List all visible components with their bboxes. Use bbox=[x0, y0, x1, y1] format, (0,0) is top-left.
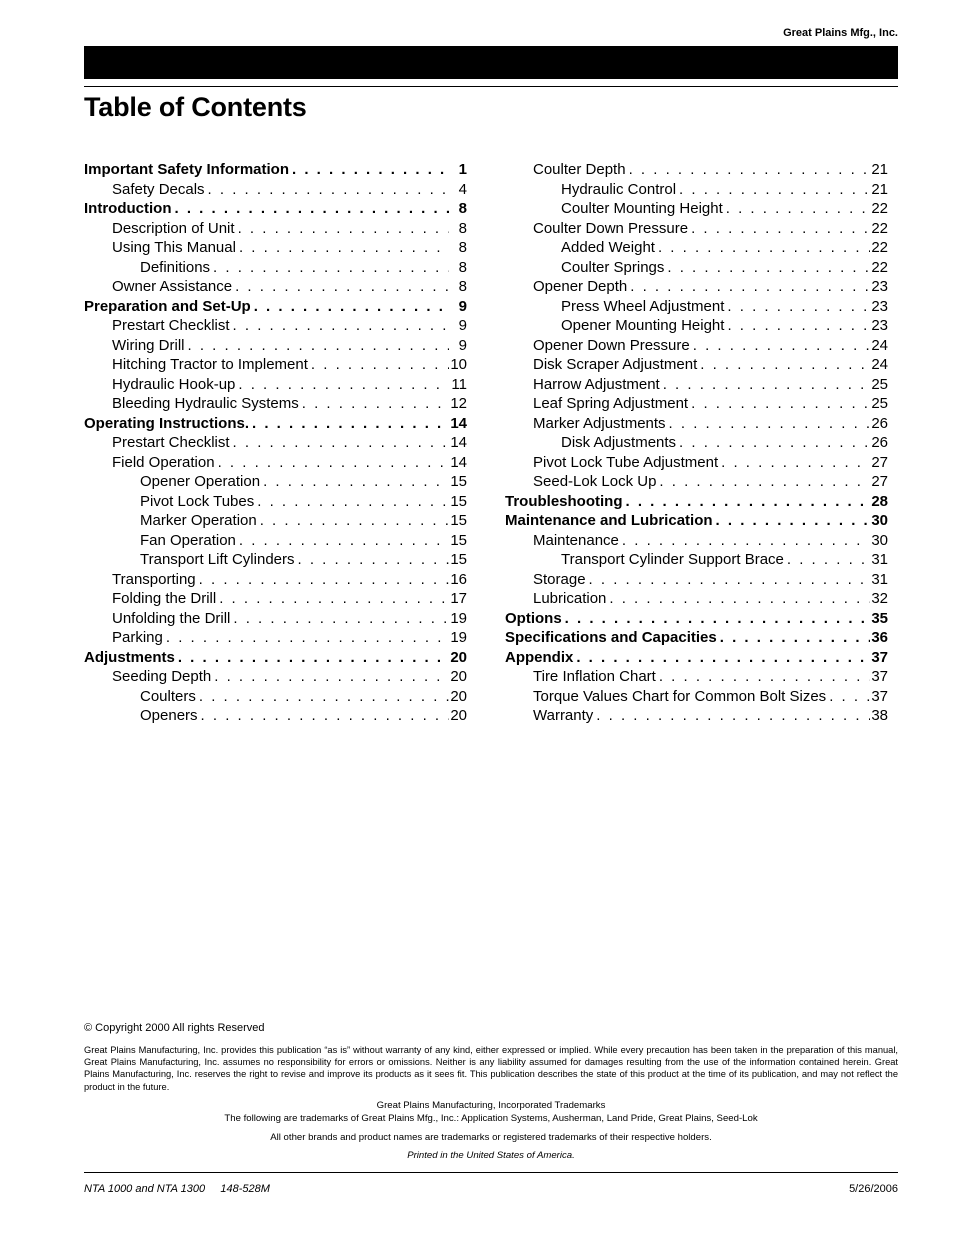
toc-leader-dots bbox=[235, 375, 449, 395]
toc-entry-page: 23 bbox=[871, 297, 888, 315]
toc-entry[interactable] bbox=[505, 297, 888, 317]
toc-entry-label: Operating Instructions. bbox=[84, 414, 250, 432]
toc-entry[interactable] bbox=[84, 472, 467, 492]
toc-entry[interactable] bbox=[505, 628, 888, 648]
toc-entry-page: 15 bbox=[450, 531, 467, 549]
toc-left-column bbox=[84, 160, 467, 726]
toc-entry[interactable] bbox=[505, 258, 888, 278]
toc-entry[interactable] bbox=[84, 609, 467, 629]
toc-entry-label: Appendix bbox=[505, 648, 574, 666]
toc-entry-page: 31 bbox=[871, 570, 888, 588]
toc-leader-dots bbox=[236, 531, 449, 551]
toc-leader-dots bbox=[230, 609, 449, 629]
toc-entry-label: Specifications and Capacities bbox=[505, 629, 717, 646]
toc-leader-dots bbox=[232, 277, 449, 297]
toc-entry-label: Coulter Depth bbox=[533, 161, 626, 178]
toc-entry-label: Warranty bbox=[533, 707, 594, 724]
toc-leader-dots bbox=[260, 472, 449, 492]
toc-entry-label: Unfolding the Drill bbox=[112, 609, 231, 627]
toc-entry-page: 22 bbox=[871, 239, 888, 256]
company-name: Great Plains Mfg., Inc. bbox=[783, 27, 898, 39]
toc-entry-page: 14 bbox=[450, 453, 467, 471]
toc-entry[interactable] bbox=[84, 297, 467, 317]
toc-leader-dots bbox=[175, 648, 449, 668]
toc-entry-label: Hitching Tractor to Implement bbox=[112, 356, 308, 373]
toc-entry-page: 21 bbox=[871, 161, 888, 178]
toc-entry-page: 14 bbox=[450, 414, 467, 432]
toc-entry-page: 9 bbox=[458, 336, 467, 354]
toc-entry[interactable] bbox=[84, 394, 467, 414]
toc-leader-dots bbox=[236, 238, 449, 258]
toc-entry-label: Marker Operation bbox=[140, 512, 257, 529]
toc-entry-page: 37 bbox=[871, 648, 888, 666]
toc-leader-dots bbox=[211, 667, 449, 687]
toc-entry[interactable] bbox=[505, 687, 888, 707]
toc-entry-label: Torque Values Chart for Common Bolt Sizes bbox=[533, 687, 827, 705]
toc-leader-dots bbox=[660, 375, 870, 395]
toc-entry-label: Disk Scraper Adjustment bbox=[533, 356, 698, 373]
toc-entry-page: 16 bbox=[450, 570, 467, 588]
toc-leader-dots bbox=[215, 453, 449, 473]
toc-entry-label: Added Weight bbox=[561, 239, 655, 256]
toc-entry-page: 37 bbox=[871, 687, 888, 705]
toc-entry-label: Transport Lift Cylinders bbox=[140, 551, 295, 568]
toc-entry-page: 4 bbox=[458, 180, 467, 198]
toc-entry-page: 32 bbox=[871, 590, 888, 607]
toc-entry[interactable] bbox=[505, 336, 888, 356]
trademarks-title: Great Plains Manufacturing, Incorporated Trademarks bbox=[376, 1100, 606, 1111]
toc-entry-page: 25 bbox=[871, 375, 888, 393]
toc-leader-dots bbox=[688, 219, 870, 239]
toc-leader-dots bbox=[230, 316, 449, 336]
toc-entry[interactable] bbox=[505, 180, 888, 200]
toc-entry-label: Coulter Mounting Height bbox=[561, 200, 723, 217]
toc-entry-page: 15 bbox=[450, 473, 467, 490]
toc-leader-dots bbox=[230, 433, 449, 453]
toc-leader-dots bbox=[676, 433, 870, 453]
toc-entry[interactable] bbox=[84, 414, 467, 434]
toc-entry[interactable] bbox=[84, 238, 467, 258]
toc-leader-dots bbox=[308, 355, 449, 375]
toc-entry[interactable] bbox=[505, 160, 888, 180]
toc-entry[interactable] bbox=[505, 394, 888, 414]
toc-entry[interactable] bbox=[505, 472, 888, 492]
toc-leader-dots bbox=[688, 394, 870, 414]
toc-entry-label: Coulter Springs bbox=[561, 258, 665, 276]
toc-leader-dots bbox=[562, 609, 870, 629]
toc-leader-dots bbox=[656, 472, 870, 492]
toc-entry[interactable] bbox=[84, 667, 467, 687]
toc-leader-dots bbox=[627, 277, 870, 297]
toc-entry-label: Transport Cylinder Support Brace bbox=[561, 551, 784, 568]
toc-leader-dots bbox=[185, 336, 450, 356]
toc-entry-page: 19 bbox=[450, 609, 467, 627]
toc-leader-dots bbox=[196, 687, 449, 707]
toc-entry-page: 11 bbox=[451, 375, 467, 393]
toc-entry-page: 28 bbox=[871, 492, 888, 510]
toc-right-column bbox=[505, 160, 888, 726]
toc-entry[interactable] bbox=[84, 277, 467, 297]
toc-entry-label: Definitions bbox=[140, 258, 211, 276]
toc-entry-label: Hydraulic Hook-up bbox=[112, 375, 236, 393]
toc-entry-label: Coulters bbox=[140, 687, 196, 705]
toc-leader-dots bbox=[299, 394, 449, 414]
toc-entry-label: Folding the Drill bbox=[112, 590, 217, 607]
toc-leader-dots bbox=[826, 687, 870, 707]
toc-entry-label: Seed-Lok Lock Up bbox=[533, 473, 657, 490]
toc-entry-label: Fan Operation bbox=[140, 531, 236, 549]
toc-entry-page: 9 bbox=[458, 297, 467, 315]
toc-entry[interactable] bbox=[505, 667, 888, 687]
toc-entry[interactable] bbox=[505, 531, 888, 551]
toc-leader-dots bbox=[666, 414, 870, 434]
toc-entry[interactable] bbox=[84, 219, 467, 239]
toc-entry[interactable] bbox=[505, 511, 888, 531]
toc-leader-dots bbox=[676, 180, 870, 200]
toc-entry[interactable] bbox=[505, 492, 888, 512]
toc-entry-page: 19 bbox=[450, 629, 467, 646]
toc-leader-dots bbox=[656, 667, 870, 687]
toc-entry[interactable] bbox=[84, 570, 467, 590]
toc-entry-page: 20 bbox=[450, 707, 467, 724]
toc-entry[interactable] bbox=[505, 355, 888, 375]
toc-entry-page: 17 bbox=[450, 590, 467, 607]
toc-leader-dots bbox=[257, 511, 449, 531]
toc-entry-label: Opener Down Pressure bbox=[533, 336, 690, 354]
toc-leader-dots bbox=[626, 160, 870, 180]
toc-entry-page: 30 bbox=[871, 531, 888, 549]
page-title: Table of Contents bbox=[84, 92, 307, 122]
toc-leader-dots bbox=[723, 199, 870, 219]
toc-entry-page: 24 bbox=[871, 336, 888, 354]
toc-entry-page: 26 bbox=[871, 434, 888, 451]
toc-entry-label: Press Wheel Adjustment bbox=[561, 297, 725, 315]
toc-entry-page: 20 bbox=[450, 668, 467, 685]
toc-leader-dots bbox=[216, 589, 449, 609]
toc-entry[interactable] bbox=[505, 316, 888, 336]
toc-entry-page: 14 bbox=[450, 434, 467, 451]
toc-leader-dots bbox=[586, 570, 870, 590]
toc-entry-page: 20 bbox=[450, 687, 467, 705]
toc-entry-label: Pivot Lock Tube Adjustment bbox=[533, 453, 719, 471]
toc-entry-label: Owner Assistance bbox=[112, 278, 233, 295]
toc-entry-label: Prestart Checklist bbox=[112, 434, 230, 451]
toc-entry[interactable] bbox=[505, 414, 888, 434]
toc-entry-page: 31 bbox=[871, 551, 888, 568]
toc-entry-page: 1 bbox=[458, 161, 467, 178]
toc-entry[interactable] bbox=[505, 550, 888, 570]
toc-entry[interactable] bbox=[505, 433, 888, 453]
toc-entry-label: Description of Unit bbox=[112, 219, 235, 237]
toc-entry-label: Marker Adjustments bbox=[533, 414, 666, 432]
toc-leader-dots bbox=[784, 550, 870, 570]
toc-entry-label: Opener Mounting Height bbox=[561, 317, 725, 334]
toc-leader-dots bbox=[724, 316, 870, 336]
toc-entry[interactable] bbox=[505, 706, 888, 726]
toc-entry-page: 24 bbox=[871, 356, 888, 373]
toc-leader-dots bbox=[623, 492, 871, 512]
toc-entry[interactable] bbox=[505, 199, 888, 219]
toc-entry[interactable] bbox=[84, 628, 467, 648]
toc-entry-label: Opener Operation bbox=[140, 473, 261, 490]
toc-entry-page: 37 bbox=[871, 668, 888, 685]
toc-entry-page: 10 bbox=[450, 356, 467, 373]
toc-entry-page: 21 bbox=[871, 180, 888, 198]
toc-entry-label: Prestart Checklist bbox=[112, 317, 230, 334]
toc-entry[interactable] bbox=[84, 160, 467, 180]
toc-entry-page: 8 bbox=[458, 278, 467, 295]
toc-entry-label: Maintenance and Lubrication bbox=[505, 512, 713, 529]
toc-entry-label: Openers bbox=[140, 707, 198, 724]
toc-entry-label: Field Operation bbox=[112, 453, 215, 471]
toc-entry-label: Storage bbox=[533, 570, 586, 588]
toc-leader-dots bbox=[235, 219, 449, 239]
toc-entry-label: Tire Inflation Chart bbox=[533, 668, 656, 685]
toc-leader-dots bbox=[718, 453, 870, 473]
toc-entry[interactable] bbox=[84, 258, 467, 278]
toc-entry[interactable] bbox=[84, 648, 467, 668]
toc-entry-label: Coulter Down Pressure bbox=[533, 219, 689, 237]
toc-entry-page: 9 bbox=[458, 317, 467, 334]
toc-entry-page: 23 bbox=[871, 317, 888, 334]
toc-entry-label: Safety Decals bbox=[112, 180, 205, 198]
toc-entry-page: 15 bbox=[450, 512, 467, 529]
toc-entry-label: Adjustments bbox=[84, 648, 175, 666]
trademarks-list: The following are trademarks of Great Plains Mfg., Inc.: Application Systems, Ausherman, Land Pride, Great Plains, Seed-Lok bbox=[224, 1113, 758, 1124]
toc-entry-page: 23 bbox=[871, 278, 888, 295]
toc-leader-dots bbox=[251, 297, 449, 317]
printed-note: Printed in the United States of America. bbox=[407, 1150, 575, 1161]
toc-entry[interactable] bbox=[84, 316, 467, 336]
toc-entry-label: Bleeding Hydraulic Systems bbox=[112, 395, 299, 412]
toc-leader-dots bbox=[205, 180, 449, 200]
toc-entry[interactable] bbox=[505, 219, 888, 239]
toc-entry-label: Using This Manual bbox=[112, 239, 236, 256]
toc-leader-dots bbox=[163, 628, 449, 648]
toc-entry-page: 36 bbox=[871, 629, 888, 646]
toc-entry[interactable] bbox=[84, 180, 467, 200]
toc-entry-label: Important Safety Information bbox=[84, 161, 290, 178]
toc-entry-page: 20 bbox=[450, 648, 467, 666]
toc-leader-dots bbox=[713, 511, 870, 531]
toc-entry-page: 8 bbox=[458, 200, 467, 217]
toc-entry-page: 12 bbox=[450, 395, 467, 412]
toc-entry-label: Pivot Lock Tubes bbox=[140, 492, 255, 510]
toc-entry-label: Wiring Drill bbox=[112, 336, 185, 354]
toc-leader-dots bbox=[724, 297, 870, 317]
toc-entry[interactable] bbox=[505, 277, 888, 297]
toc-entry-page: 22 bbox=[871, 200, 888, 217]
toc-leader-dots bbox=[619, 531, 870, 551]
toc-entry-label: Preparation and Set-Up bbox=[84, 297, 251, 315]
toc-leader-dots bbox=[289, 160, 449, 180]
toc-entry[interactable] bbox=[84, 375, 467, 395]
toc-leader-dots bbox=[593, 706, 870, 726]
toc-leader-dots bbox=[171, 199, 449, 219]
toc-entry-page: 35 bbox=[871, 609, 888, 627]
toc-entry[interactable] bbox=[84, 453, 467, 473]
toc-entry-label: Options bbox=[505, 609, 562, 627]
toc-entry[interactable] bbox=[505, 238, 888, 258]
toc-entry-label: Parking bbox=[112, 629, 163, 646]
toc-leader-dots bbox=[690, 336, 870, 356]
toc-entry-label: Seeding Depth bbox=[112, 668, 212, 685]
toc-entry[interactable] bbox=[84, 355, 467, 375]
toc-entry[interactable] bbox=[84, 336, 467, 356]
toc-leader-dots bbox=[196, 570, 449, 590]
toc-entry-page: 27 bbox=[871, 473, 888, 490]
toc-entry[interactable] bbox=[505, 453, 888, 473]
toc-leader-dots bbox=[606, 589, 870, 609]
toc-entry-page: 8 bbox=[458, 219, 467, 237]
toc-entry-page: 38 bbox=[871, 707, 888, 724]
toc-leader-dots bbox=[573, 648, 870, 668]
toc-entry[interactable] bbox=[84, 706, 467, 726]
footer-rule bbox=[84, 1172, 898, 1173]
toc-entry-label: Disk Adjustments bbox=[561, 434, 677, 451]
disclaimer-text: Great Plains Manufacturing, Inc. provides this publication “as is” without warranty of any kind, either expressed or implied. While every precaution has been taken in the preparation of this manual, Great Plains Manufacturing, Inc. assumes no responsibility for errors or omissions. Neither is any liability assumed for damages resulting from the use of the information contained herein. Great Plains Manufacturing, Inc. reserves the right to revise and improve its products as it sees fit. This publication describes the state of this product at the time of its publication, and may not reflect the product in the future. bbox=[84, 1045, 898, 1092]
toc-entry-page: 22 bbox=[871, 258, 888, 276]
toc-entry-page: 30 bbox=[871, 512, 888, 529]
toc-entry[interactable] bbox=[84, 511, 467, 531]
copyright-line: © Copyright 2000 All rights Reserved bbox=[84, 1022, 265, 1034]
toc-entry[interactable] bbox=[84, 589, 467, 609]
toc-leader-dots bbox=[198, 706, 449, 726]
toc-entry-label: Opener Depth bbox=[533, 278, 628, 295]
toc-entry[interactable] bbox=[84, 199, 467, 219]
toc-leader-dots bbox=[295, 550, 450, 570]
toc-entry[interactable] bbox=[505, 609, 888, 629]
toc-leader-dots bbox=[717, 628, 870, 648]
toc-leader-dots bbox=[655, 238, 870, 258]
toc-leader-dots bbox=[249, 414, 449, 434]
toc-entry-page: 15 bbox=[450, 492, 467, 510]
toc-leader-dots bbox=[697, 355, 870, 375]
toc-entry[interactable] bbox=[84, 550, 467, 570]
toc-entry[interactable] bbox=[84, 492, 467, 512]
toc-entry-label: Lubrication bbox=[533, 590, 607, 607]
toc-entry-page: 27 bbox=[871, 453, 888, 471]
toc-entry[interactable] bbox=[505, 375, 888, 395]
toc-entry[interactable] bbox=[84, 531, 467, 551]
header-black-bar bbox=[84, 46, 898, 79]
toc-entry-label: Leaf Spring Adjustment bbox=[533, 395, 689, 412]
other-brands-note: All other brands and product names are trademarks or registered trademarks of their respective holders. bbox=[270, 1132, 712, 1143]
toc-entry-page: 25 bbox=[871, 395, 888, 412]
toc-entry[interactable] bbox=[505, 570, 888, 590]
toc-leader-dots bbox=[664, 258, 870, 278]
toc-entry[interactable] bbox=[505, 589, 888, 609]
toc-leader-dots bbox=[254, 492, 449, 512]
toc-entry-label: Harrow Adjustment bbox=[533, 375, 660, 393]
toc-entry-page: 26 bbox=[871, 414, 888, 432]
toc-entry[interactable] bbox=[84, 433, 467, 453]
toc-entry-label: Transporting bbox=[112, 570, 196, 588]
toc-entry-page: 15 bbox=[450, 551, 467, 568]
toc-entry-label: Introduction bbox=[84, 200, 172, 217]
toc-entry-label: Maintenance bbox=[533, 531, 619, 549]
toc-entry-page: 8 bbox=[458, 239, 467, 256]
header-rule bbox=[84, 86, 898, 87]
toc-leader-dots bbox=[210, 258, 449, 278]
model-number: NTA 1000 and NTA 1300 148-528M bbox=[84, 1183, 270, 1195]
toc-entry-label: Hydraulic Control bbox=[561, 180, 677, 198]
toc-entry-page: 22 bbox=[871, 219, 888, 237]
toc-entry[interactable] bbox=[505, 648, 888, 668]
print-date: 5/26/2006 bbox=[849, 1183, 898, 1195]
toc-entry-page: 8 bbox=[458, 258, 467, 276]
toc-entry[interactable] bbox=[84, 687, 467, 707]
toc-entry-label: Troubleshooting bbox=[505, 492, 623, 510]
